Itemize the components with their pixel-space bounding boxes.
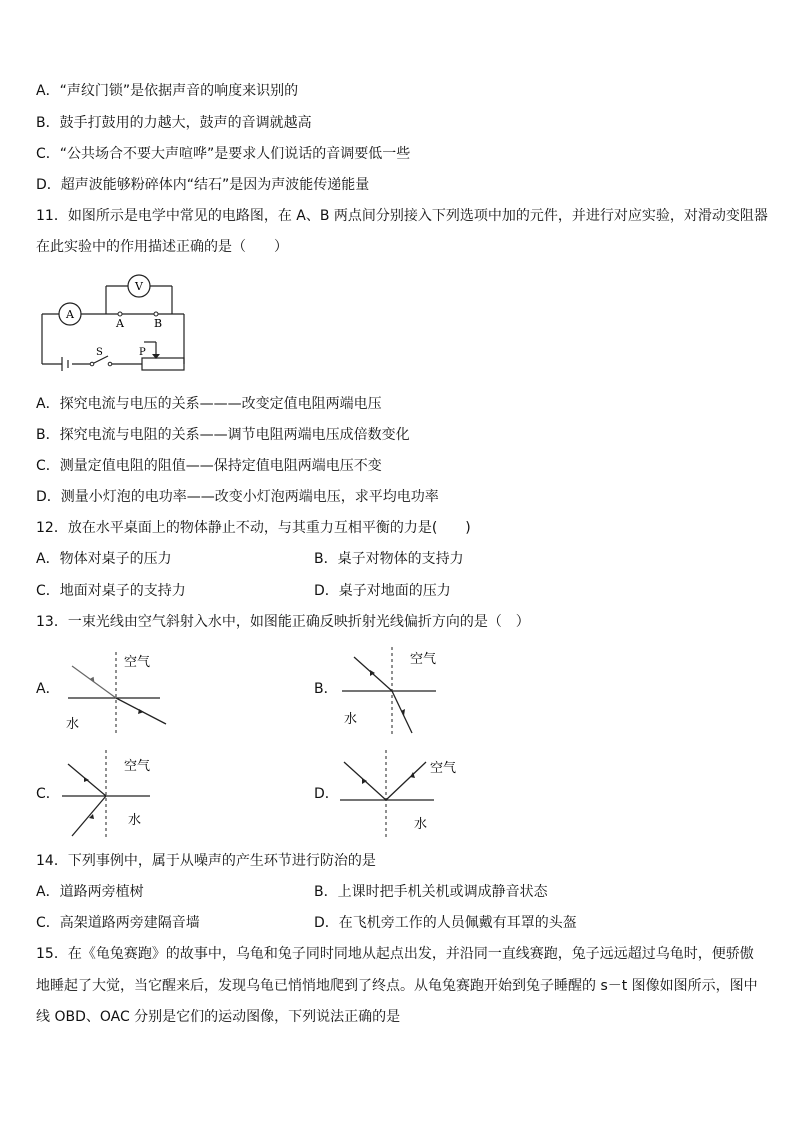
q13-b-water: 水 [344, 712, 358, 727]
q15-line-2: 地睡起了大觉，当它醒来后，发现乌龟已悄悄地爬到了终点。从龟兔赛跑开始到兔子睡醒的 s－t 图像如图所示，图中 [36, 978, 758, 994]
q14-stem: 14．下列事例中，属于从噪声的产生环节进行防治的是 [36, 853, 376, 869]
point-b-label: B [154, 317, 163, 330]
q13-a-water: 水 [66, 717, 80, 732]
q10-option-c: C．“公共场合不要大声喧哗”是要求人们说话的音调要低一些 [36, 146, 411, 162]
q12-option-d: D．桌子对地面的压力 [314, 583, 451, 599]
voltmeter-label: V [135, 280, 143, 293]
q14-option-d: D．在飞机旁工作的人员佩戴有耳罩的头盔 [314, 915, 577, 931]
q13-figure-a [64, 648, 174, 738]
q11-option-b: B．探究电流与电阻的关系——调节电阻两端电压成倍数变化 [36, 427, 410, 443]
q13-c-air: 空气 [124, 759, 151, 774]
q12-stem: 12．放在水平桌面上的物体静止不动，与其重力互相平衡的力是( ) [36, 520, 471, 536]
q11-stem-line-2: 在此实验中的作用描述正确的是（ ） [36, 239, 288, 255]
q13-figure-c [60, 748, 170, 840]
q11-option-a: A．探究电流与电压的关系———改变定值电阻两端电压 [36, 396, 382, 412]
q12-option-c: C．地面对桌子的支持力 [36, 583, 186, 599]
q11-option-c: C．测量定值电阻的阻值——保持定值电阻两端电压不变 [36, 458, 382, 474]
q13-figure-d [338, 748, 462, 840]
q11-option-d: D．测量小灯泡的电功率——改变小灯泡两端电压，求平均电功率 [36, 489, 439, 505]
q11-stem-line-1: 11．如图所示是电学中常见的电路图，在 A、B 两点间分别接入下列选项中加的元件，并进行对应实验，对滑动变阻器 [36, 208, 768, 224]
q13-option-a-label: A． [36, 681, 60, 697]
q14-option-c: C．高架道路两旁建隔音墙 [36, 915, 200, 931]
ammeter-label: A [66, 308, 74, 321]
q13-option-c-label: C． [36, 786, 60, 802]
q11-circuit-diagram [36, 272, 196, 372]
q13-d-water: 水 [414, 817, 428, 832]
point-a-label: A [116, 317, 124, 330]
switch-label: S [96, 347, 103, 358]
q13-d-air: 空气 [430, 761, 457, 776]
q13-stem: 13．一束光线由空气斜射入水中，如图能正确反映折射光线偏折方向的是（ ） [36, 614, 530, 630]
q15-line-1: 15．在《龟兔赛跑》的故事中，乌龟和兔子同时同地从起点出发，并沿同一直线赛跑，兔子远远超过乌龟时，便骄傲 [36, 946, 754, 962]
q13-option-d-label: D． [314, 786, 339, 802]
q12-option-b: B．桌子对物体的支持力 [314, 551, 464, 567]
q10-option-a: A．“声纹门锁”是依据声音的响度来识别的 [36, 83, 299, 99]
slider-label: P [139, 347, 146, 358]
q13-figure-b [340, 645, 450, 740]
q10-option-d: D．超声波能够粉碎体内“结石”是因为声波能传递能量 [36, 177, 370, 193]
q13-a-air: 空气 [124, 655, 151, 670]
q13-b-air: 空气 [410, 652, 437, 667]
q12-option-a: A．物体对桌子的压力 [36, 551, 172, 567]
q14-option-a: A．道路两旁植树 [36, 884, 144, 900]
q13-c-water: 水 [128, 813, 142, 828]
q15-line-3: 线 OBD、OAC 分别是它们的运动图像，下列说法正确的是 [36, 1009, 401, 1025]
q13-option-b-label: B． [314, 681, 338, 697]
q10-option-b: B．鼓手打鼓用的力越大，鼓声的音调就越高 [36, 115, 312, 131]
q14-option-b: B．上课时把手机关机或调成静音状态 [314, 884, 548, 900]
